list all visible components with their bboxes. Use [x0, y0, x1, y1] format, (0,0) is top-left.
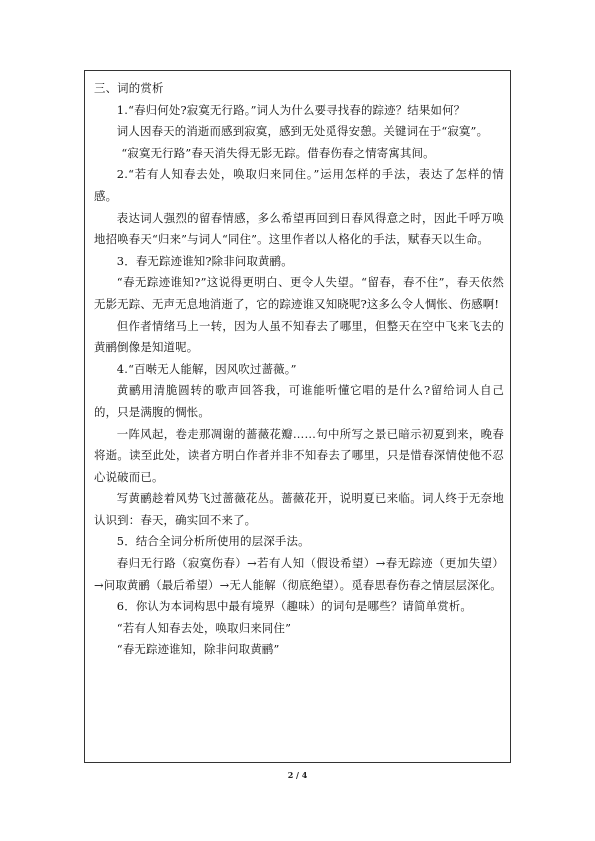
answer-6-line-1: “若有人知春去处，唤取归来同住”	[116, 620, 292, 635]
answer-4-paragraph-3: 写黄鹂趁着风势飞过蔷薇花丛。蔷薇花开，说明夏已来临。词人终于无奈地认识到：春天，确实回不来了。	[94, 491, 504, 527]
answer-3-paragraph-2: 但作者情绪马上一转，因为人虽不知春去了哪里，但整天在空中飞来飞去的黄鹂倒像是知道呢。	[94, 318, 504, 355]
answer-6-line-2: “春无踪迹谁知，除非问取黄鹂”	[116, 642, 280, 657]
answer-1-paragraph-2: “寂寞无行路”春天消失得无影无踪。借春伤春之情寄寓其间。	[121, 145, 435, 160]
answer-1-paragraph-1: 词人因春天的消逝而感到寂寞，感到无处觅得安憩。关键词在于“寂寞”。	[116, 124, 489, 139]
question-4: 4.“百啭无人能解，因风吹过蔷薇。”	[116, 361, 297, 376]
question-2: 2.“若有人知春去处，唤取归来同住。”运用怎样的手法，表达了怎样的情感。	[94, 167, 504, 203]
question-5: 5．结合全词分析所使用的层深手法。	[116, 534, 310, 549]
document-body	[94, 78, 504, 661]
question-6: 6．你认为本词构思中最有境界（趣味）的词句是哪些？请简单赏析。	[116, 599, 472, 614]
page-number: 2 / 4	[287, 770, 308, 780]
answer-2: 表达词人强烈的留春情感，多么希望再回到日春风得意之时，因此千呼万唤地招唤春天“归来”与词人“同住”。这里作者以人格化的手法，赋春天以生命。	[94, 210, 504, 247]
answer-4-paragraph-2: 一阵风起，卷走那凋谢的蔷薇花瓣……句中所写之景已暗示初夏到来，晚春将逝。读至此处，读者方明白作者并非不知春去了哪里，只是惜春深情使他不忍心说破而已。	[94, 426, 504, 484]
question-3: 3．春无踪迹谁知?除非问取黄鹂。	[116, 253, 293, 268]
answer-5: 春归无行路（寂寞伤春）→若有人知（假设希望）→春无踪迹（更加失望）→问取黄鹂（最后希望）→无人能解（彻底绝望）。觅春思春伤春之情层层深化。	[94, 556, 504, 592]
section-heading: 三、词的赏析	[94, 81, 164, 95]
question-1: 1.“春归何处?寂寞无行路。”词人为什么要寻找春的踪迹？结果如何？	[116, 102, 466, 117]
answer-4-paragraph-1: 黄鹂用清脆圆转的歌声回答我，可谁能听懂它唱的是什么?留给词人自己的，只是满腹的惆怅。	[94, 383, 504, 419]
answer-3-paragraph-1: “春无踪迹谁知?”这说得更明白、更令人失望。“留春，春不住”，春天依然无影无踪、无声无息地消逝了，它的踪迹谁又知晓呢?这多么令人惆怅、伤感啊!	[94, 275, 504, 311]
